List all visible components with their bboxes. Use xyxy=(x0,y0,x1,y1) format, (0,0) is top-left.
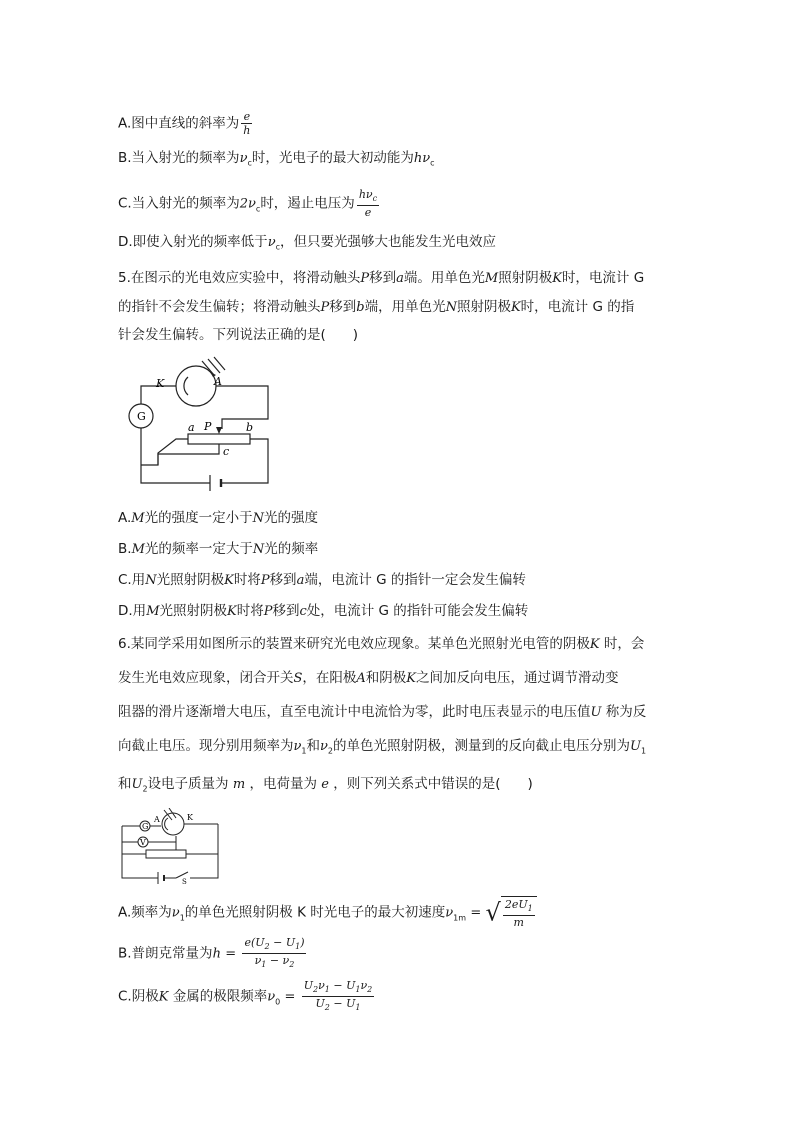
q5-option-d: D.用M光照射阴极K时将P移到c处，电流计 G 的指针可能会发生偏转 xyxy=(118,603,529,619)
label-V: V xyxy=(140,838,146,847)
q4-option-a: A.图中直线的斜率为 $\frac{e}{h}$ xyxy=(118,110,251,137)
label-S: S xyxy=(182,878,187,886)
cathode xyxy=(184,377,188,395)
rheostat xyxy=(188,434,250,444)
label-G: G xyxy=(142,822,149,831)
label-K: K xyxy=(156,377,165,390)
q5-stem: 5.在图示的光电效应实验中，将滑动触头P移到a端。用单色光M照射阴极K时，电流计 G 的指针不会发生偏转；将滑动触头P移到b端，用单色光N照射阴极K时，电流计 G 的指 针会发生偏转。下列说法正确的是( ) xyxy=(118,270,645,343)
q6-circuit-diagram xyxy=(118,808,226,886)
label-c: c xyxy=(223,445,230,458)
q6-option-b: B.普朗克常量为h = $\frac{e(U_2 - U_1)}{\nu_1 - \nu_2}$ xyxy=(118,936,305,970)
label-A: A xyxy=(214,375,222,388)
label-P: P xyxy=(204,420,212,433)
label-G: G xyxy=(137,410,146,423)
phototube xyxy=(162,813,184,835)
fraction-threshold-frequency: $\frac{U_2\nu_1 - U_1\nu_2}{U_2 - U_1}$ xyxy=(303,979,373,1013)
q6-option-c: C.阴极K 金属的极限频率$\nu_0$ = $\frac{U_2\nu_1 - U_1\nu_2}{U_2 - U_1}$ xyxy=(118,979,373,1013)
label-a: a xyxy=(188,421,195,434)
slider-arrow-icon xyxy=(216,427,222,434)
cathode xyxy=(165,818,168,830)
label-A: A xyxy=(154,815,160,824)
q5-option-c: C.用N光照射阴极K时将P移到a端，电流计 G 的指针一定会发生偏转 xyxy=(118,572,526,588)
q5-option-a: A.M光的强度一定小于N光的强度 xyxy=(118,510,318,526)
label-K: K xyxy=(187,813,193,822)
fraction-e-over-h: $\frac{e}{h}$ xyxy=(243,110,251,137)
rheostat xyxy=(146,850,186,858)
q4-option-b: B.当入射光的频率为$\nu_c$时，光电子的最大初动能为$h\nu_c$ xyxy=(118,150,435,168)
q4-option-c: C.当入射光的频率为$2\nu_c$时，遏止电压为 $\frac{h\nu_c}{e}$ xyxy=(118,188,378,220)
radical-icon: √ xyxy=(485,898,501,927)
q6-stem: 6.某同学采用如图所示的装置来研究光电效应现象。某单色光照射光电管的阴极K 时，会 发生光电效应现象，闭合开关S，在阳极A和阴极K之间加反向电压，通过调节滑动变 阻器的滑片逐渐增大电压，直至电流计中电流恰为零，此时电压表显示的电压值U 称为反 向截止电压。现分别用频率为$\nu_1$和$\nu_2$的单色光照射阴极，测量到的反向截止电压分别为$U_1$ 和$U_2$设电子质量为 m ，电荷量为 e ，则下列关系式中错误的是( ) xyxy=(118,636,647,794)
q4-option-d: D.即使入射光的频率低于$\nu_c$，但只要光强够大也能发生光电效应 xyxy=(118,234,496,252)
q5-circuit-diagram xyxy=(118,355,278,500)
q6-option-a: A.频率为$\nu_1$的单色光照射阴极 K 时光电子的最大初速度$\nu_{1m}$ = √ $\frac{2eU_1}{m}$ xyxy=(118,896,537,929)
fraction-hv-over-e: $\frac{h\nu_c}{e}$ xyxy=(358,188,378,220)
q5-option-b: B.M光的频率一定大于N光的频率 xyxy=(118,541,319,557)
sqrt-expression: √ $\frac{2eU_1}{m}$ xyxy=(486,896,537,929)
fraction-planck: $\frac{e(U_2 - U_1)}{\nu_1 - \nu_2}$ xyxy=(244,936,305,970)
label-b: b xyxy=(246,421,254,434)
